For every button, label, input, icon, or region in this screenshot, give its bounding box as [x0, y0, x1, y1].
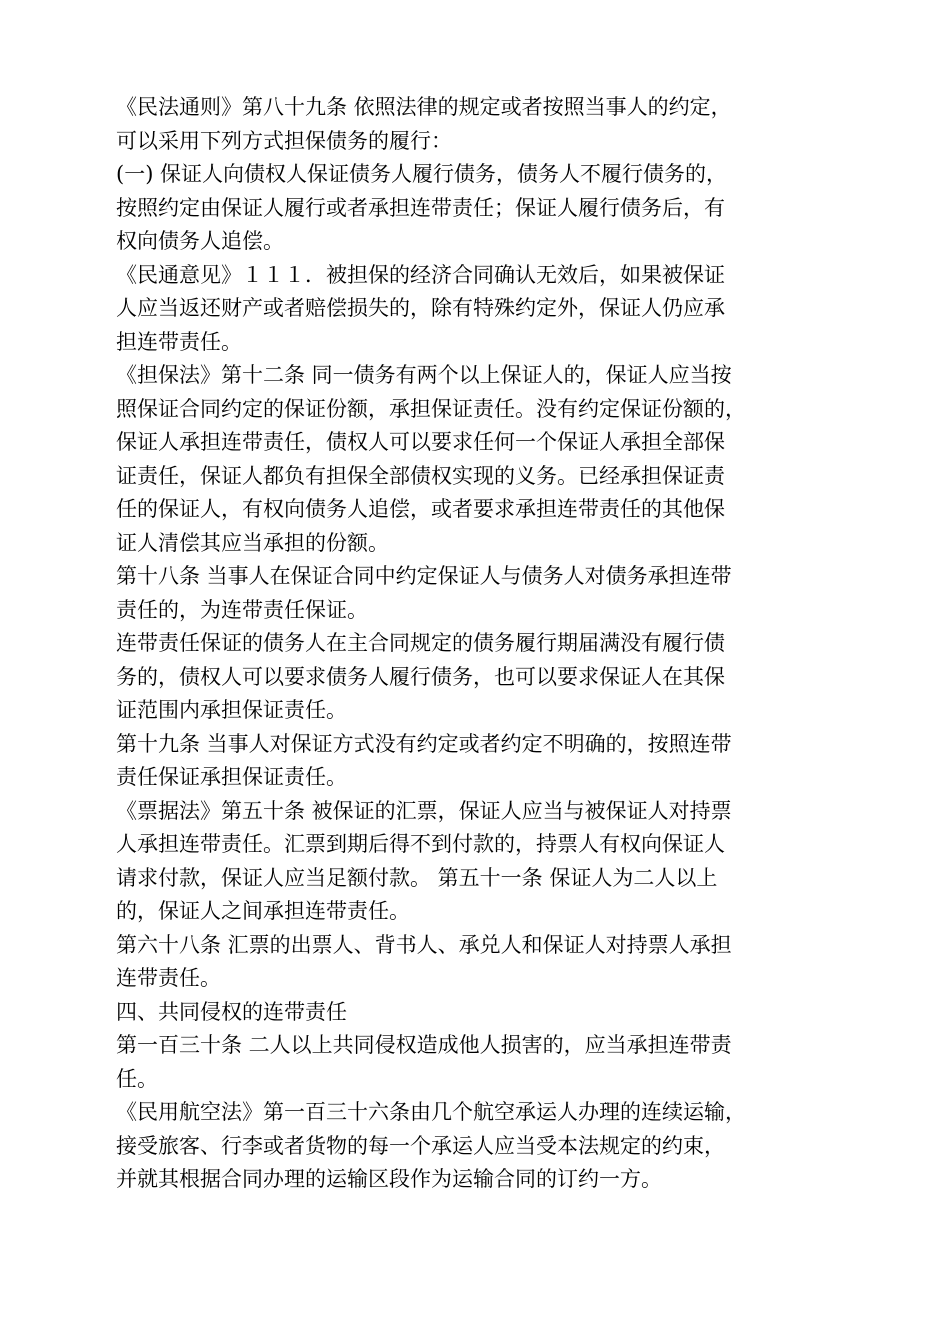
text-line: 可以采用下列方式担保债务的履行：	[116, 128, 452, 153]
text-line: 证范围内承担保证责任。	[116, 698, 347, 722]
text-line: 任。	[116, 1066, 158, 1091]
text-line: 第十八条 当事人在保证合同中约定保证人与债务人对债务承担连带	[116, 564, 732, 588]
text-line: 担连带责任。	[116, 329, 242, 354]
body-text	[116, 91, 836, 1197]
text-line: 《民通意见》１１１．被担保的经济合同确认无效后，如果被保证	[116, 262, 725, 287]
text-line: 按照约定由保证人履行或者承担连带责任；保证人履行债务后，有	[116, 195, 725, 220]
text-line: 第十九条 当事人对保证方式没有约定或者约定不明确的，按照连带	[116, 731, 732, 756]
text-line: 《票据法》第五十条 被保证的汇票，保证人应当与被保证人对持票	[116, 798, 732, 823]
text-line: 第六十八条 汇票的出票人、背书人、承兑人和保证人对持票人承担	[116, 932, 732, 957]
text-line: 并就其根据合同办理的运输区段作为运输合同的订约一方。	[116, 1167, 662, 1191]
text-line: 照保证合同约定的保证份额，承担保证责任。没有约定保证份额的，	[116, 396, 746, 421]
text-line: 务的，债权人可以要求债务人履行债务，也可以要求保证人在其保	[116, 664, 725, 689]
text-line: 保证人承担连带责任，债权人可以要求任何一个保证人承担全部保	[116, 430, 725, 454]
section-heading: 四、共同侵权的连带责任	[116, 999, 347, 1024]
text-line: 第一百三十条 二人以上共同侵权造成他人损害的，应当承担连带责	[116, 1033, 732, 1057]
text-line: 连带责任。	[116, 966, 221, 990]
text-line: 连带责任保证的债务人在主合同规定的债务履行期届满没有履行债	[116, 631, 725, 655]
text-line: 接受旅客、行李或者货物的每一个承运人应当受本法规定的约束，	[116, 1133, 725, 1158]
text-line: 《担保法》第十二条 同一债务有两个以上保证人的，保证人应当按	[116, 363, 732, 387]
text-line: 责任保证承担保证责任。	[116, 765, 347, 789]
text-line: 《民用航空法》第一百三十六条由几个航空承运人办理的连续运输，	[116, 1100, 746, 1124]
text-line: 权向债务人追偿。	[116, 229, 284, 253]
text-line: 人应当返还财产或者赔偿损失的，除有特殊约定外，保证人仍应承	[116, 296, 725, 320]
text-line: 任的保证人，有权向债务人追偿，或者要求承担连带责任的其他保	[116, 497, 725, 521]
text-line: 证人清偿其应当承担的份额。	[116, 530, 389, 555]
text-line: 人承担连带责任。汇票到期后得不到付款的，持票人有权向保证人	[116, 832, 725, 856]
text-line: 的，保证人之间承担连带责任。	[116, 899, 410, 923]
text-line: 请求付款，保证人应当足额付款。 第五十一条 保证人为二人以上	[116, 865, 718, 890]
text-line: 责任的，为连带责任保证。	[116, 597, 368, 622]
text-line: 证责任，保证人都负有担保全部债权实现的义务。已经承担保证责	[116, 463, 725, 488]
text-line: (一) 保证人向债权人保证债务人履行债务，债务人不履行债务的，	[116, 162, 728, 186]
text-line: 《民法通则》第八十九条 依照法律的规定或者按照当事人的约定，	[116, 95, 732, 119]
